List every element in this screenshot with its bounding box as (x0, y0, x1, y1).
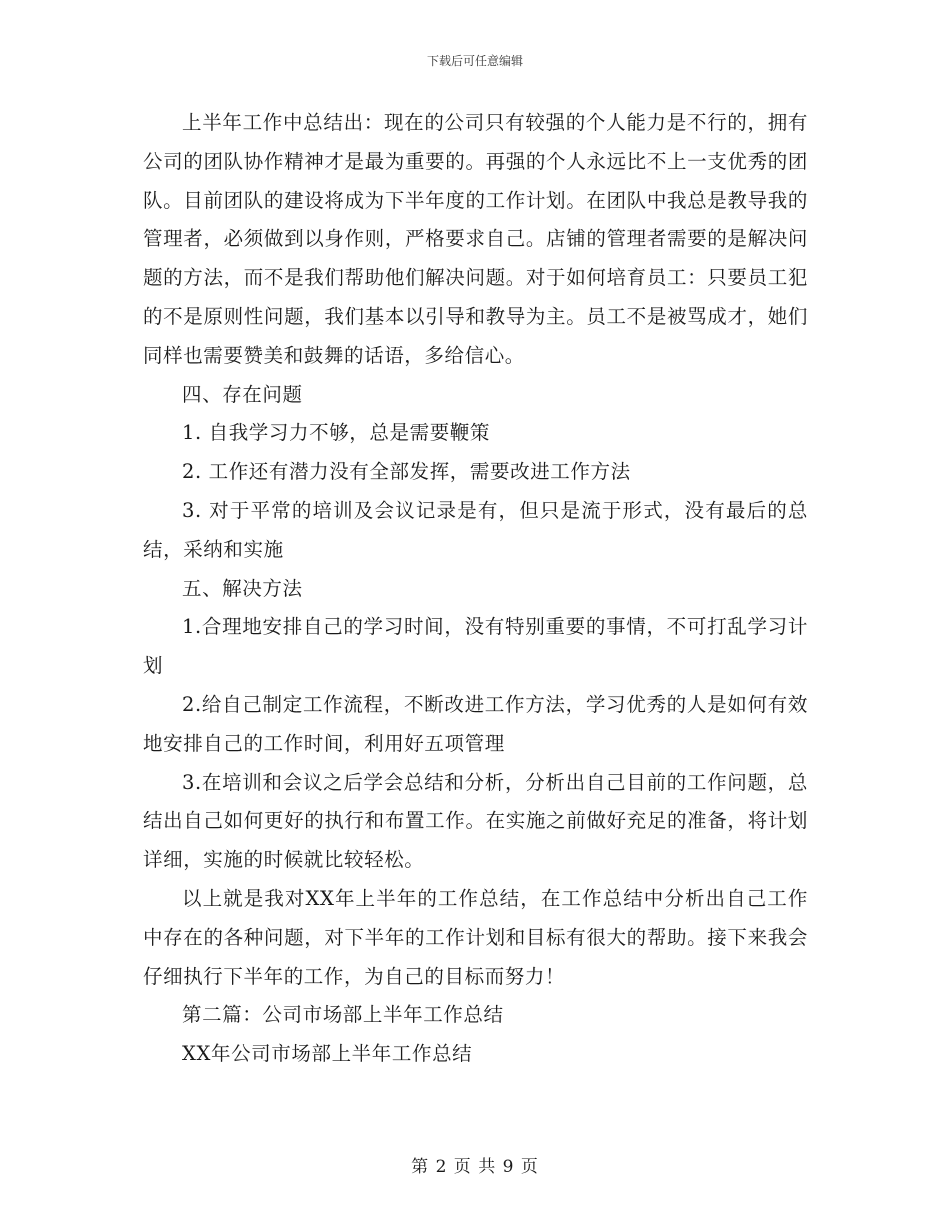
solution-item-1: 1.合理地安排自己的学习时间，没有特别重要的事情，不可打乱学习计划 (143, 615, 808, 678)
heading-second-article: 第二篇：公司市场部上半年工作总结 (182, 1003, 504, 1027)
paragraph-summary: 上半年工作中总结出：现在的公司只有较强的个人能力是不行的，拥有公司的团队协作精神才是最为重要的。再强的个人永远比不上一支优秀的团队。目前团队的建设将成为下半年度的工作计划。在团队中我总是教导我的管理者，必须做到以身作则，严格要求自己。店铺的管理者需要的是解决问题的方法，而不是我们帮助他们解决问题。对于如何培育员工：只要员工犯的不是原则性问题，我们基本以引导和教导为主。员工不是被骂成才，她们同样也需要赞美和鼓舞的话语，多给信心。 (143, 111, 808, 367)
problem-item-2: 2. 工作还有潜力没有全部发挥，需要改进工作方法 (182, 460, 631, 484)
paragraph-conclusion: 以上就是我对XX年上半年的工作总结，在工作总结中分析出自己工作中存在的各种问题，对下半年的工作计划和目标有很大的帮助。接下来我会仔细执行下半年的工作，为自己的目标而努力！ (143, 886, 808, 988)
heading-solutions: 五、解决方法 (182, 576, 303, 600)
solution-item-3: 3.在培训和会议之后学会总结和分析，分析出自己目前的工作问题，总结出自己如何更好的执行和布置工作。在实施之前做好充足的准备，将计划详细，实施的时候就比较轻松。 (143, 770, 808, 872)
second-article-title: XX年公司市场部上半年工作总结 (182, 1042, 473, 1066)
solution-item-2: 2.给自己制定工作流程，不断改进工作方法，学习优秀的人是如何有效地安排自己的工作时间，利用好五项管理 (143, 692, 808, 755)
problem-item-3: 3. 对于平常的培训及会议记录是有，但只是流于形式，没有最后的总结，采纳和实施 (143, 498, 808, 561)
heading-existing-problems: 四、存在问题 (182, 382, 303, 406)
problem-item-1: 1. 自我学习力不够，总是需要鞭策 (182, 421, 491, 445)
page-header: 下载后可任意编辑 (426, 54, 523, 68)
document-body (143, 104, 808, 1074)
page-footer: 第 2 页 共 9 页 (411, 1157, 539, 1177)
